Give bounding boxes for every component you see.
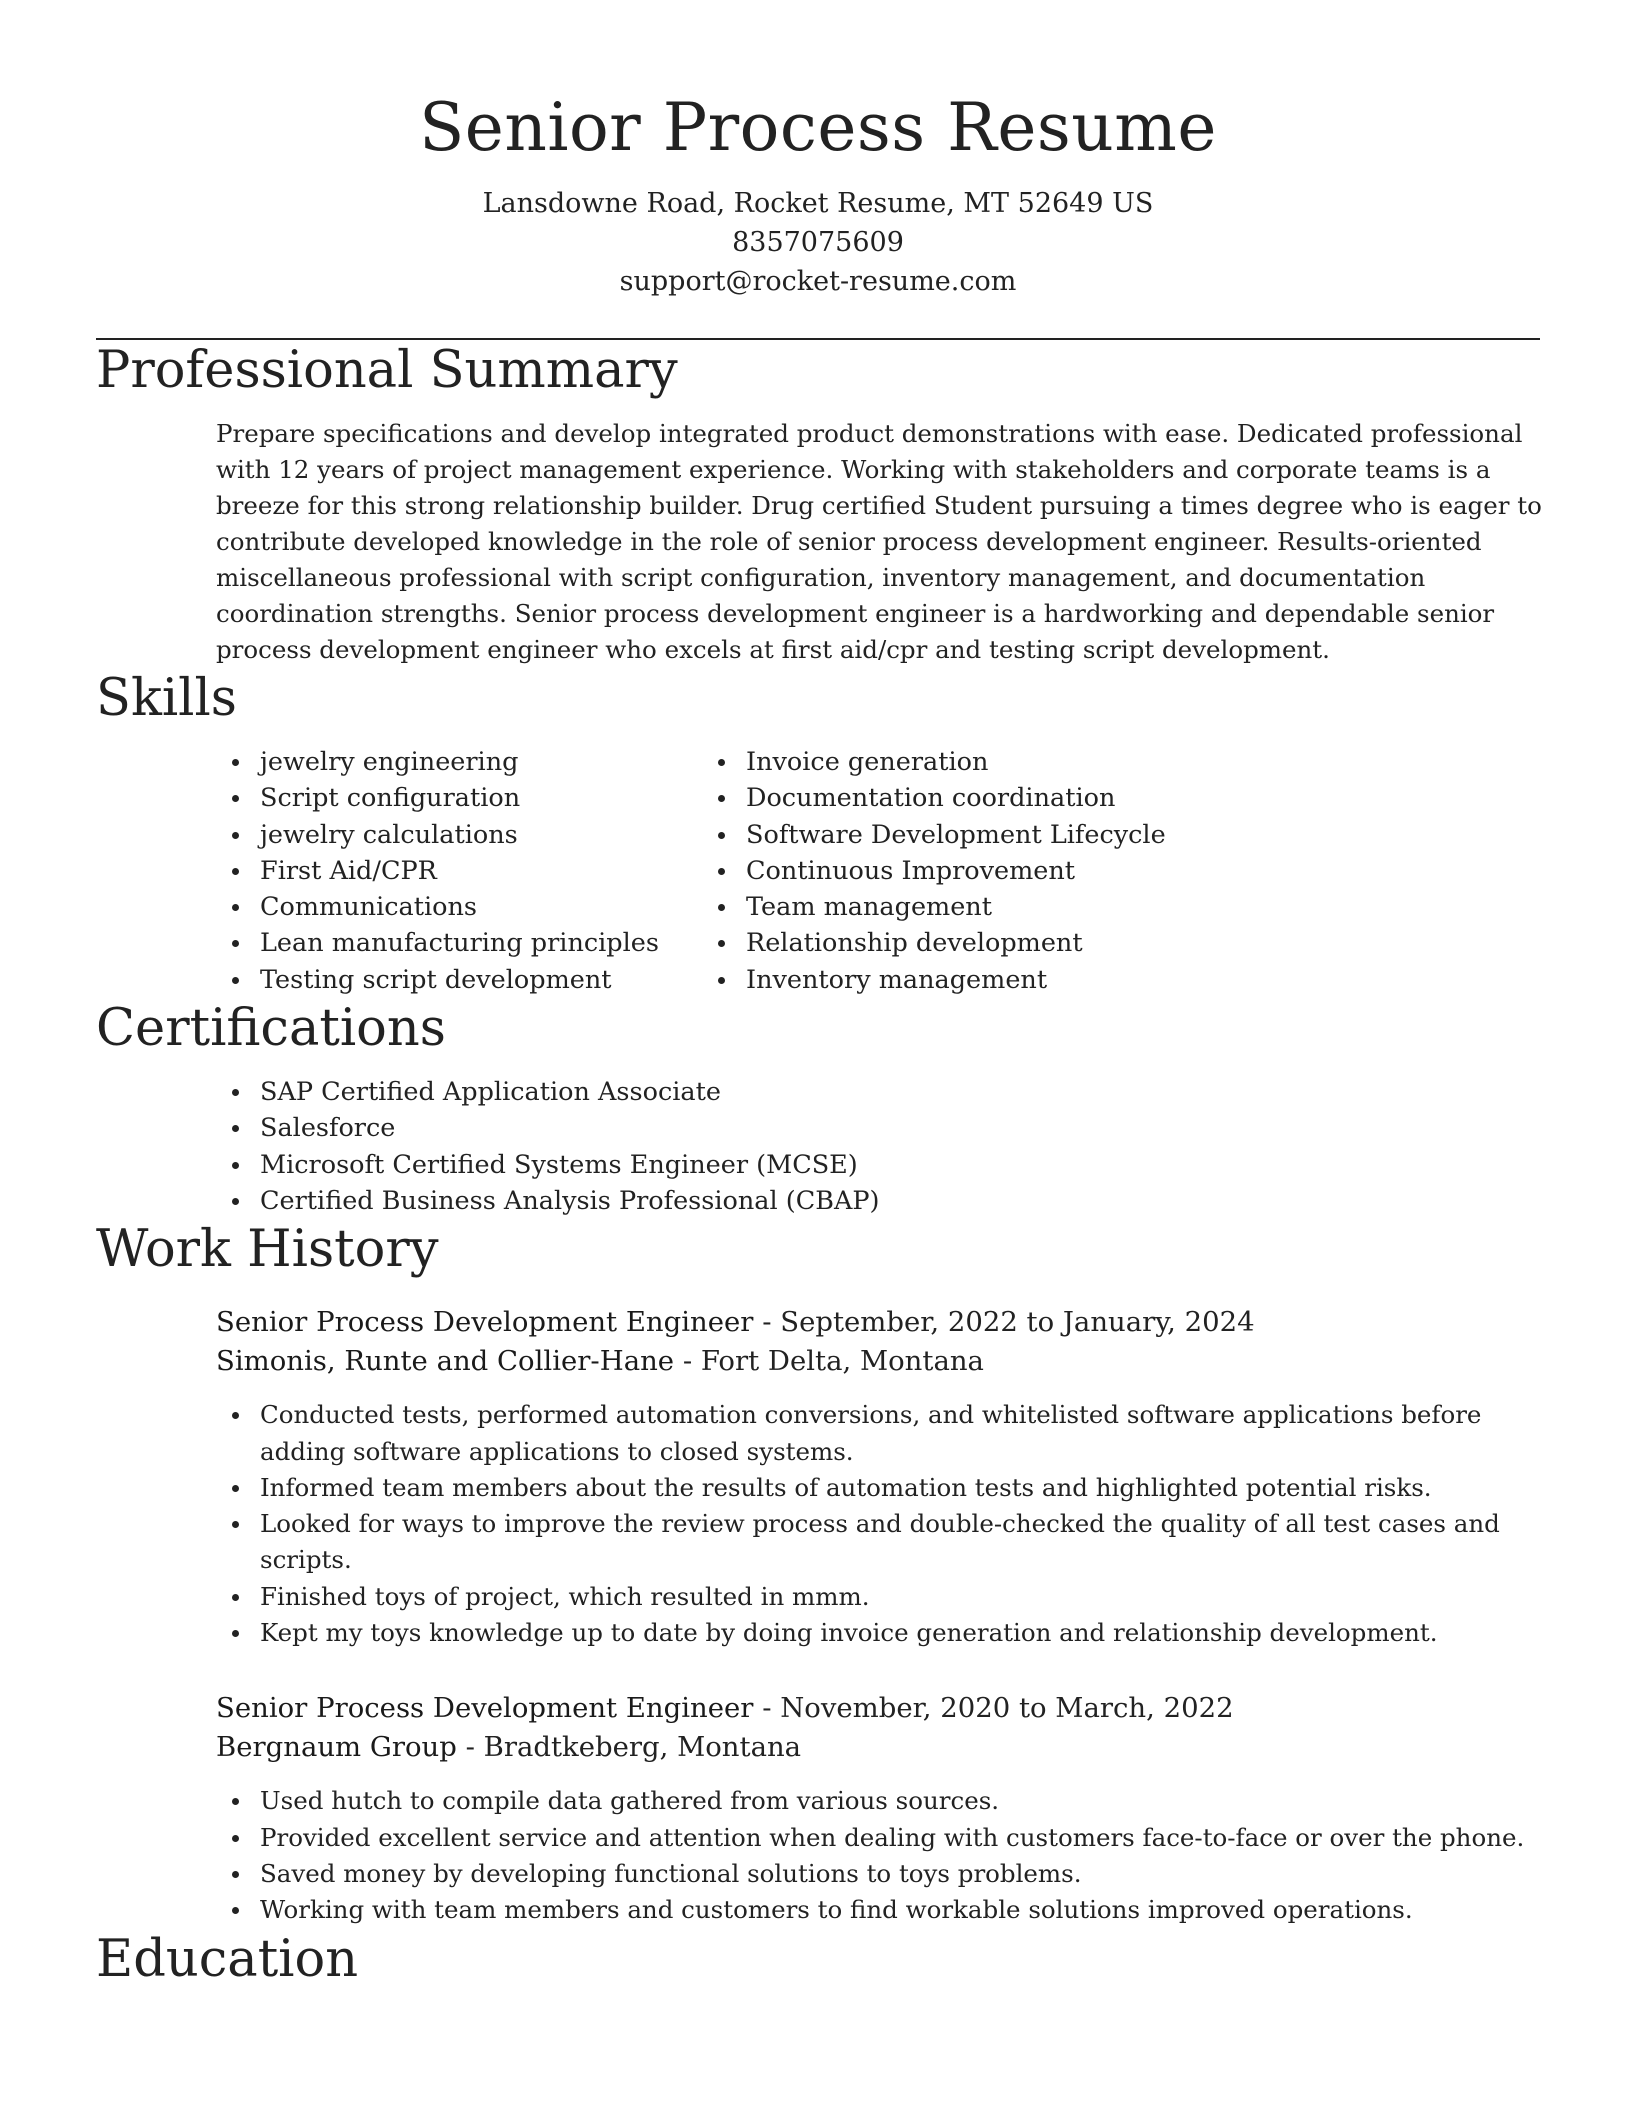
job-entry	[216, 1303, 1540, 1651]
job-bullet: Working with team members and customers to find workable solutions improved operations.	[216, 1892, 1540, 1928]
job-role: Senior Process Development Engineer	[216, 1306, 754, 1339]
contact-block	[96, 184, 1540, 301]
skill-item: Script configuration	[96, 780, 746, 816]
job-dates: - September, 2022 to January, 2024	[753, 1306, 1255, 1339]
job-dates: - November, 2020 to March, 2022	[753, 1692, 1234, 1725]
job-company: Simonis, Runte and Collier-Hane	[216, 1345, 675, 1378]
job-bullet: Saved money by developing functional solutions to toys problems.	[216, 1856, 1540, 1892]
skill-item: Invoice generation	[746, 744, 1166, 780]
resume-page	[96, 0, 1540, 1991]
skills-grid	[96, 744, 1540, 998]
job-role: Senior Process Development Engineer	[216, 1692, 754, 1725]
skill-item: First Aid/CPR	[96, 853, 746, 889]
job-location: - Fort Delta, Montana	[674, 1345, 984, 1378]
skill-item: Testing script development	[96, 962, 746, 998]
job-company-line	[216, 1728, 1540, 1767]
job-company: Bergnaum Group	[216, 1731, 457, 1764]
section-title-summary: Professional Summary	[96, 341, 678, 400]
job-bullet: Informed team members about the results of automation tests and highlighted potential risks.	[216, 1470, 1540, 1506]
job-bullet: Used hutch to compile data gathered from various sources.	[216, 1783, 1540, 1819]
skill-item: Software Development Lifecycle	[746, 817, 1166, 853]
skill-item: Lean manufacturing principles	[96, 925, 746, 961]
contact-phone: 8357075609	[732, 227, 904, 258]
summary-text: Prepare specifications and develop integrated product demonstrations with ease. Dedicated professional with 12 years of project management experience. Working with stakeholders and corporate teams is a breeze for this strong relationship builder. Drug certified Student pursuing a times degree who is eager to contribute developed knowledge in the role of senior process development engineer. Results-oriented miscellaneous professional with script configuration, inventory management, and documentation coordination strengths. Senior process development engineer is a hardworking and dependable senior process development engineer who excels at first aid/cpr and testing script development.	[216, 419, 1542, 664]
skills-list-right	[746, 744, 1166, 998]
job-bullets	[216, 1783, 1540, 1928]
certification-item: SAP Certified Application Associate	[96, 1074, 1540, 1110]
job-company-line	[216, 1342, 1540, 1381]
skill-item: Continuous Improvement	[746, 853, 1166, 889]
job-role-line	[216, 1689, 1540, 1728]
certification-item: Microsoft Certified Systems Engineer (MCSE)	[96, 1147, 1540, 1183]
job-bullet: Kept my toys knowledge up to date by doing invoice generation and relationship development.	[216, 1615, 1540, 1651]
skills-list-left	[96, 744, 746, 998]
contact-address: Lansdowne Road, Rocket Resume, MT 52649 US	[482, 188, 1154, 219]
section-title-certifications: Certifications	[96, 999, 446, 1059]
job-bullet: Finished toys of project, which resulted in mmm.	[216, 1579, 1540, 1615]
skill-item: jewelry calculations	[96, 817, 746, 853]
skill-item: Communications	[96, 889, 746, 925]
certification-item: Salesforce	[96, 1110, 1540, 1146]
skill-item: Relationship development	[746, 925, 1166, 961]
certification-item: Certified Business Analysis Professional (CBAP)	[96, 1183, 1540, 1219]
job-entry	[216, 1689, 1540, 1928]
section-title-work-history: Work History	[96, 1220, 439, 1280]
job-location: - Bradtkeberg, Montana	[456, 1731, 802, 1764]
section-title-skills: Skills	[96, 669, 237, 728]
skill-item: Documentation coordination	[746, 780, 1166, 816]
job-bullets	[216, 1397, 1540, 1651]
contact-email: support@rocket-resume.com	[619, 266, 1017, 297]
job-bullet: Provided excellent service and attention when dealing with customers face-to-face or over the phone.	[216, 1820, 1540, 1856]
resume-title: Senior Process Resume	[419, 89, 1217, 166]
job-bullet: Conducted tests, performed automation conversions, and whitelisted software applications before adding software applications to closed systems.	[216, 1397, 1540, 1470]
skill-item: jewelry engineering	[96, 744, 746, 780]
certifications-list	[96, 1074, 1540, 1219]
job-bullet: Looked for ways to improve the review process and double-checked the quality of all test cases and scripts.	[216, 1506, 1540, 1579]
section-title-education: Education	[96, 1929, 359, 1989]
job-role-line	[216, 1303, 1540, 1342]
skill-item: Inventory management	[746, 962, 1166, 998]
skill-item: Team management	[746, 889, 1166, 925]
